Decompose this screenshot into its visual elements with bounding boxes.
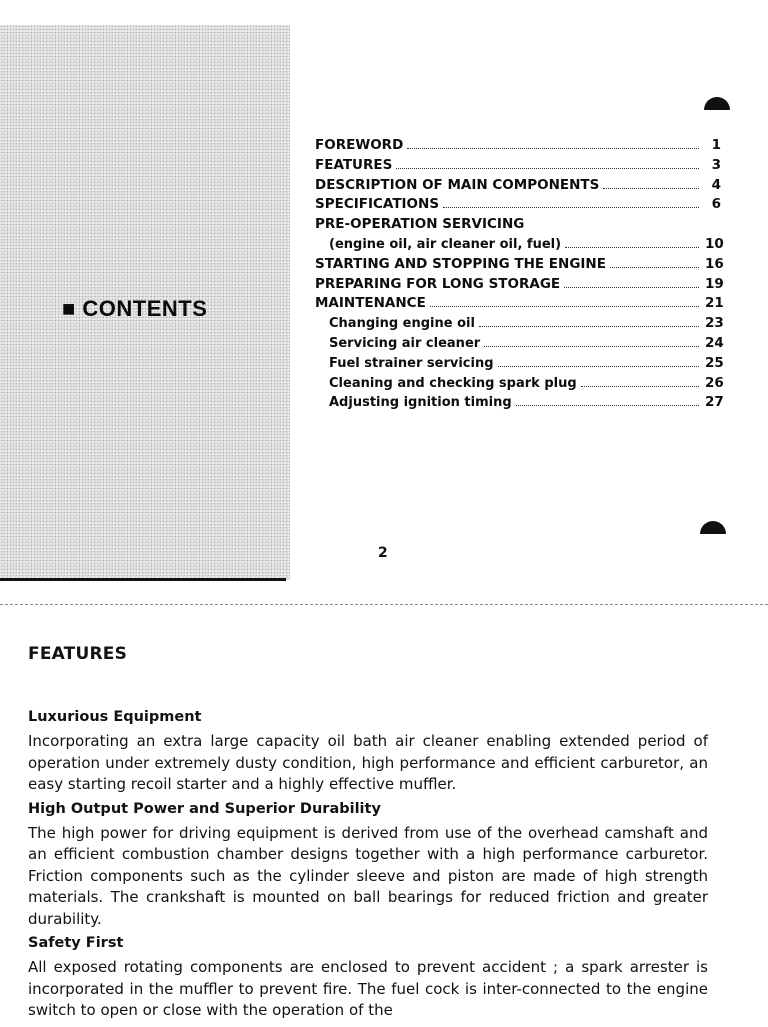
section-heading-luxurious-equipment: Luxurious Equipment — [28, 709, 202, 725]
toc-leader-dots — [564, 287, 699, 288]
toc-entry-title: FOREWORD — [315, 137, 404, 153]
table-of-contents — [315, 137, 724, 414]
toc-entry-page: 4 — [711, 176, 721, 193]
toc-entry-title: MAINTENANCE — [315, 295, 426, 312]
toc-leader-dots — [484, 346, 699, 347]
toc-entry-fuel-strainer — [315, 354, 724, 375]
toc-entry-page: 19 — [705, 275, 724, 292]
toc-leader-dots — [430, 306, 699, 307]
toc-entry-maintenance — [315, 295, 724, 315]
toc-leader-dots — [610, 267, 699, 268]
toc-entry-title: DESCRIPTION OF MAIN COMPONENTS — [315, 176, 600, 193]
toc-entry-air-cleaner — [315, 334, 724, 355]
toc-entry-engine-oil — [315, 315, 724, 335]
toc-entry-page: 3 — [711, 156, 721, 173]
panel-bottom-rule — [0, 578, 286, 581]
features-page — [28, 644, 708, 1027]
toc-entry-foreword — [315, 137, 721, 157]
page-number: 2 — [378, 545, 388, 561]
toc-entry-title: Servicing air cleaner — [329, 335, 481, 351]
section-heading-safety-first: Safety First — [28, 935, 124, 951]
toc-leader-dots — [603, 188, 699, 189]
binding-hole-icon — [700, 521, 726, 534]
toc-entry-page: 1 — [711, 137, 721, 153]
toc-entry-title: PREPARING FOR LONG STORAGE — [315, 275, 561, 292]
toc-leader-dots — [479, 326, 699, 327]
contents-heading: ■ CONTENTS — [62, 296, 208, 321]
toc-leader-dots — [396, 168, 699, 169]
features-title: FEATURES — [28, 644, 128, 664]
toc-entry-pre-operation-detail — [315, 235, 724, 256]
toc-entry-title: (engine oil, air cleaner oil, fuel) — [329, 236, 562, 252]
section-body-output-durability: The high power for driving equipment is derived from use of the overhead camshaft and an efficient combustion chamber designs together with a high performance carburetor. Friction components such as the cylinder sleeve and piston are made of high strength materials. The crankshaft is mounted on ball bearings for reduced friction and greater durability. — [28, 823, 708, 928]
toc-entry-ignition-timing — [315, 394, 724, 414]
toc-entry-page: 24 — [705, 334, 724, 351]
toc-entry-spark-plug — [315, 374, 724, 395]
toc-leader-dots — [516, 405, 699, 406]
toc-entry-page: 21 — [705, 295, 724, 312]
toc-leader-dots — [581, 386, 699, 387]
toc-entry-page: 6 — [711, 196, 721, 213]
section-body-luxurious-equipment: Incorporating an extra large capacity oil bath air cleaner enabling extended period of operation under extremely dusty condition, high performance and efficient carburetor, an easy starting recoil starter and a highly effective muffler. — [28, 732, 708, 793]
section-heading-output-durability: High Output Power and Superior Durability — [28, 800, 381, 817]
toc-entry-starting-stopping — [315, 255, 724, 276]
toc-leader-dots — [498, 366, 699, 367]
toc-entry-page: 26 — [705, 374, 724, 391]
toc-entry-page: 27 — [705, 394, 724, 411]
toc-entry-description — [315, 177, 721, 197]
toc-entry-title: STARTING AND STOPPING THE ENGINE — [315, 255, 606, 272]
toc-leader-dots — [443, 207, 699, 208]
toc-leader-dots — [565, 247, 699, 248]
toc-entry-page: 16 — [705, 255, 724, 272]
toc-entry-features — [315, 157, 721, 177]
toc-entry-long-storage — [315, 275, 724, 296]
toc-entry-title: Fuel strainer servicing — [329, 355, 494, 371]
toc-entry-page: 23 — [705, 315, 724, 332]
section-body-safety-first: All exposed rotating components are enclosed to prevent accident ; a spark arrester is incorporated in the muffler to prevent fire. The fuel cock is inter-connected to the engine switch to open or close with the operation of the — [28, 958, 708, 1019]
toc-entry-pre-operation — [315, 216, 721, 236]
toc-entry-page: 25 — [705, 354, 724, 371]
toc-entry-title: Adjusting ignition timing — [329, 395, 512, 411]
page-divider — [0, 604, 768, 605]
toc-entry-page: 10 — [705, 235, 724, 252]
toc-entry-title: PRE-OPERATION SERVICING — [315, 216, 525, 233]
toc-entry-title: FEATURES — [315, 156, 393, 173]
binding-hole-icon — [704, 97, 730, 110]
toc-leader-dots — [407, 148, 699, 149]
toc-entry-title: SPECIFICATIONS — [315, 196, 440, 213]
toc-entry-title: Cleaning and checking spark plug — [329, 375, 577, 391]
toc-entry-specifications — [315, 196, 721, 216]
toc-entry-title: Changing engine oil — [329, 316, 475, 332]
